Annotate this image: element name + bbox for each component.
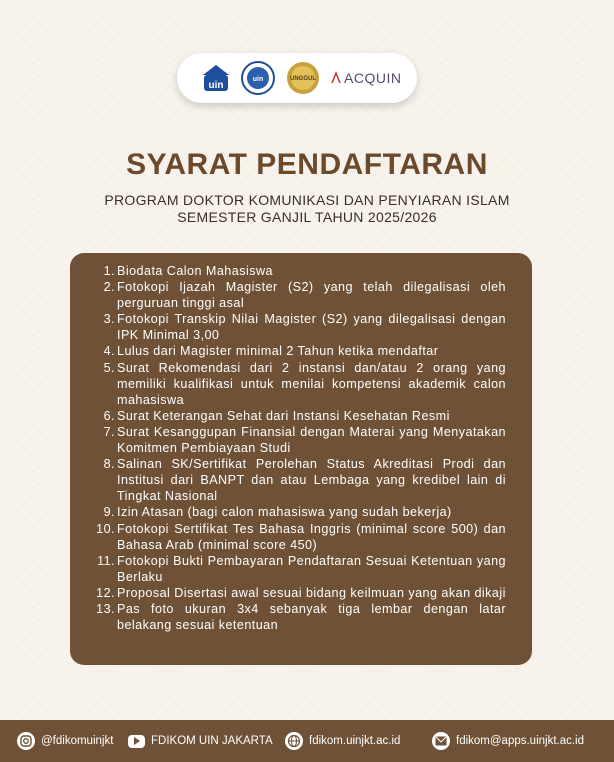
requirement-text: Surat Rekomendasi dari 2 instansi dan/atau 2 orang yang memiliki kualifikasi untuk menilai kompetensi akademik calon mahasiswa xyxy=(117,360,506,407)
requirement-item xyxy=(103,504,506,520)
requirement-item xyxy=(96,521,506,553)
requirement-number: 4. xyxy=(103,344,115,359)
email-address: fdikom@apps.uinjkt.ac.id xyxy=(456,735,585,747)
youtube-icon xyxy=(128,735,145,748)
requirement-item xyxy=(103,279,506,311)
subtitle-semester: SEMESTER GANJIL TAHUN 2025/2026 xyxy=(177,209,437,225)
requirement-text: Proposal Disertasi awal sesuai bidang keilmuan yang akan dikaji xyxy=(117,585,506,600)
requirement-number: 6. xyxy=(103,408,115,423)
requirement-item xyxy=(103,343,506,359)
globe-icon xyxy=(285,732,303,750)
subtitle-program: PROGRAM DOKTOR KOMUNIKASI DAN PENYIARAN ISLAM xyxy=(104,192,510,208)
footer-instagram[interactable] xyxy=(17,720,113,762)
acquin-label: ACQUIN xyxy=(344,70,402,86)
requirement-number: 7. xyxy=(103,424,115,439)
requirement-item xyxy=(103,424,506,456)
instagram-icon xyxy=(17,732,35,750)
requirement-text: Surat Kesanggupan Finansial dengan Materai yang Menyatakan Komitmen Pembiayaan Studi xyxy=(117,424,506,456)
requirement-text: Izin Atasan (bagi calon mahasiswa yang sudah bekerja) xyxy=(117,505,452,520)
footer-bar xyxy=(0,720,614,762)
requirement-item xyxy=(103,263,506,279)
logo-bar xyxy=(177,53,417,103)
requirement-item xyxy=(97,553,506,585)
page-title: SYARAT PENDAFTARAN xyxy=(126,148,488,181)
requirements-card xyxy=(70,253,532,665)
uin-logo-icon xyxy=(199,61,233,95)
footer-youtube[interactable] xyxy=(128,720,273,762)
requirement-text: Surat Keterangan Sehat dari Instansi Kesehatan Resmi xyxy=(117,408,450,423)
requirement-item xyxy=(103,311,506,343)
requirement-text: Pas foto ukuran 3x4 sebanyak tiga lembar dengan latar belakang sesuai ketentuan xyxy=(117,601,506,633)
website-url: fdikom.uinjkt.ac.id xyxy=(309,735,401,747)
unggul-badge-icon xyxy=(283,61,323,95)
requirement-text: Biodata Calon Mahasiswa xyxy=(117,264,273,278)
requirement-item xyxy=(96,601,506,633)
requirement-number: 3. xyxy=(103,312,115,327)
requirement-text: Fotokopi Transkip Nilai Magister (S2) yang dilegalisasi dengan IPK Minimal 3,00 xyxy=(117,312,506,343)
acquin-logo-icon xyxy=(331,71,341,85)
requirement-text: Salinan SK/Sertifikat Perolehan Status Akreditasi Prodi dan Institusi dari BANPT dan atau Lembaga yang kredibel lain di Tingkat Nasional xyxy=(117,457,506,504)
uin-seal-icon xyxy=(241,61,275,95)
requirement-item xyxy=(103,456,506,504)
requirement-text: Fotokopi Ijazah Magister (S2) yang telah dilegalisasi oleh perguruan tinggi asal xyxy=(117,280,506,311)
requirement-item xyxy=(96,585,506,601)
requirement-item xyxy=(103,408,506,424)
requirement-item xyxy=(103,360,506,408)
requirement-text: Fotokopi Sertifikat Tes Bahasa Inggris (minimal score 500) dan Bahasa Arab (minimal score 450) xyxy=(117,521,506,552)
requirement-number: 11. xyxy=(97,553,115,568)
requirement-text: Lulus dari Magister minimal 2 Tahun ketika mendaftar xyxy=(117,344,439,359)
requirements-list xyxy=(96,263,506,633)
requirement-number: 10. xyxy=(96,521,115,536)
requirement-number: 12. xyxy=(96,585,115,600)
requirement-number: 8. xyxy=(103,457,115,472)
footer-email[interactable] xyxy=(432,720,584,762)
requirement-text: Fotokopi Bukti Pembayaran Pendaftaran Sesuai Ketentuan yang Berlaku xyxy=(117,553,506,584)
svg-text:UNGGUL: UNGGUL xyxy=(290,76,316,82)
svg-text:uin: uin xyxy=(252,76,264,83)
requirement-number: 13. xyxy=(96,601,115,616)
youtube-channel: FDIKOM UIN JAKARTA xyxy=(151,735,273,747)
instagram-handle: @fdikomuinjkt xyxy=(41,735,114,747)
requirement-number: 9. xyxy=(103,505,115,520)
requirement-number: 5. xyxy=(103,360,115,375)
requirement-number: 2. xyxy=(103,280,115,295)
footer-website[interactable] xyxy=(285,720,400,762)
requirement-number: 1. xyxy=(103,264,115,278)
svg-text:uin: uin xyxy=(208,80,224,91)
email-icon xyxy=(432,732,450,750)
